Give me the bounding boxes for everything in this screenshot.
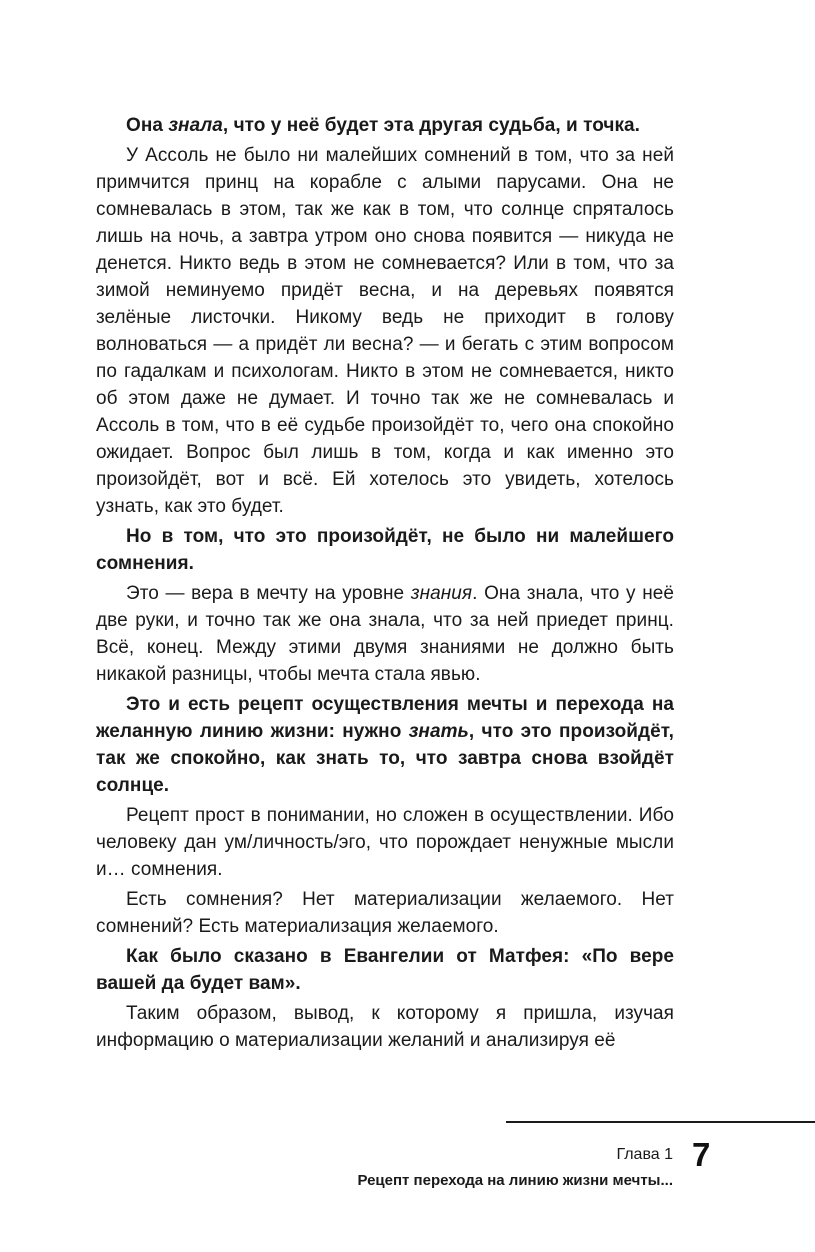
paragraph-text: , что у неё будет эта другая судьба, и точка. (222, 115, 640, 136)
emphasis-text: знать (408, 721, 469, 742)
paragraph (96, 886, 674, 940)
paragraph (96, 112, 674, 139)
emphasis-text: знала (168, 115, 223, 136)
page-number: 7 (692, 1136, 711, 1173)
paragraph (96, 142, 674, 520)
book-page-body (96, 112, 674, 1054)
paragraph-text: Она (126, 115, 169, 136)
paragraph-text: Есть сомнения? Нет материализации желаемого. Нет сомнений? Есть материализация желаемого. (96, 889, 674, 937)
paragraph-text: Это — вера в мечту на уровне (126, 583, 411, 604)
chapter-label: Глава 1 (616, 1146, 673, 1163)
paragraph-text: . Она знала, что у неё две руки, и точно так же она знала, что за ней приедет принц. Всё, конец. Между этими двумя знаниями не должно быть никакой разницы, чтобы мечта стала явью. (96, 583, 674, 685)
emphasis-text: знания (410, 583, 473, 604)
paragraph (96, 580, 674, 688)
paragraph (96, 802, 674, 883)
paragraph-text: Как было сказано в Евангелии от Матфея: «По вере вашей да будет вам». (96, 946, 674, 994)
paragraph (96, 1000, 674, 1054)
paragraph-text: Но в том, что это произойдёт, не было ни малейшего сомнения. (96, 526, 674, 574)
paragraph-text: Рецепт прост в понимании, но сложен в осуществлении. Ибо человеку дан ум/личность/эго, что порождает ненужные мысли и… сомнения. (96, 805, 674, 880)
paragraph-text: Таким образом, вывод, к которому я пришла, изучая информацию о материализации желаний и анализируя её (96, 1003, 674, 1051)
paragraph (96, 943, 674, 997)
paragraph-text: Это и есть рецепт осуществления мечты и перехода на желанную линию жизни: нужно (96, 694, 674, 742)
paragraph-text: У Ассоль не было ни малейших сомнений в том, что за ней примчится принц на корабле с алыми парусами. Она не сомневалась в этом, так же как в том, что солнце спряталось лишь на ночь, а завтра утром оно снова появится — никуда не денется. Никто ведь в этом не сомневается? Или в том, что за зимой неминуемо придёт весна, и на деревьях появятся зелёные листочки. Никому ведь не приходит в голову волноваться — а придёт ли весна? — и бегать с этим вопросом по гадалкам и психологам. Никто в этом не сомневается, никто об этом даже не думает. И точно так же не сомневалась и Ассоль в том, что в её судьбе произойдёт то, чего она спокойно ожидает. Вопрос был лишь в том, когда и как именно это произойдёт, вот и всё. Ей хотелось это увидеть, хотелось узнать, как это будет. (96, 145, 674, 517)
paragraph (96, 523, 674, 577)
footer-divider (506, 1121, 815, 1123)
running-title: Рецепт перехода на линию жизни мечты... (357, 1172, 673, 1189)
paragraph (96, 691, 674, 799)
paragraph-text: , что это произойдёт, так же спокойно, как знать то, что завтра снова взойдёт солнце. (96, 721, 674, 796)
